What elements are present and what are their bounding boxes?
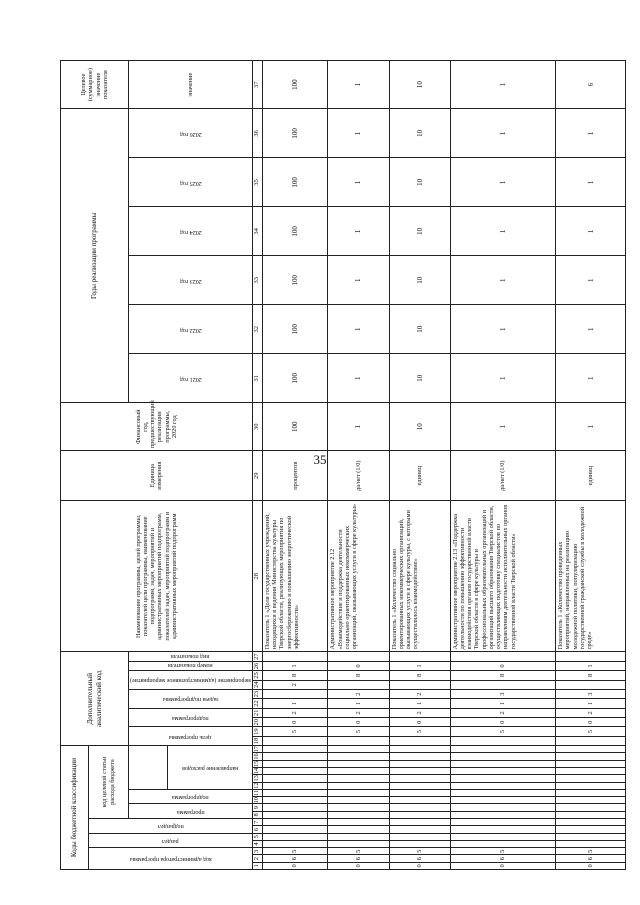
code-cell: 5 [389, 727, 450, 736]
code-cell [262, 797, 327, 804]
code-cell: 0 [262, 862, 327, 869]
code-cell [389, 736, 450, 745]
codes-group-header: Коды бюджетной классификации [61, 746, 89, 870]
code-cell: 5 [262, 848, 327, 855]
code-cell: 1 [328, 699, 389, 708]
code-cell [556, 753, 626, 760]
code-cell [262, 746, 327, 753]
code-cell: 2 [389, 689, 450, 698]
code-cell [328, 746, 389, 753]
code-cell: 0 [389, 862, 450, 869]
target-subprogram-header: подпрограмма [172, 794, 209, 801]
year-value-cell: 1 [556, 158, 626, 207]
code-cell [556, 789, 626, 796]
code-cell: 1 [389, 699, 450, 708]
year-value-cell: 10 [389, 109, 450, 158]
code-cell: 5 [450, 727, 556, 736]
year-value-cell: 1 [450, 305, 556, 354]
year-value-cell: 10 [389, 305, 450, 354]
year-value-cell: 1 [450, 207, 556, 256]
code-cell [262, 789, 327, 796]
year-value-cell: 1 [450, 354, 556, 403]
code-cell [389, 819, 450, 826]
code-cell [328, 782, 389, 789]
code-cell [262, 840, 327, 847]
code-cell [450, 760, 556, 767]
year-value-cell: 10 [389, 354, 450, 403]
code-cell: 2 [262, 708, 327, 717]
code-cell: 2 [328, 689, 389, 698]
code-cell [389, 746, 450, 753]
code-cell [262, 760, 327, 767]
table-row [450, 61, 556, 870]
code-cell [328, 804, 389, 811]
code-cell: 3 [450, 689, 556, 698]
code-cell [450, 753, 556, 760]
year-value-cell: 100 [262, 158, 327, 207]
code-cell [556, 826, 626, 833]
code-cell: 1 [262, 699, 327, 708]
code-cell: 0 [450, 718, 556, 727]
code-cell: 3 [556, 689, 626, 698]
code-cell: 8 [328, 671, 389, 680]
code-cell: 5 [262, 727, 327, 736]
table-row [389, 61, 450, 870]
extra-col-event: мероприятие (административное мероприятие) [130, 677, 251, 684]
code-cell [262, 811, 327, 818]
code-cell [389, 760, 450, 767]
section-header: раздел [162, 837, 179, 844]
indicator-name-cell: Показатель 1 «Количество социально ориентированных некоммерческих организаций, оказывающих услуги в сфере культуры, с которыми осуществлялось взаимодействие» [389, 501, 450, 652]
code-cell: 1 [262, 661, 327, 670]
code-cell: 0 [328, 862, 389, 869]
code-cell [556, 736, 626, 745]
year-2021-header: 2021 год [179, 375, 202, 382]
code-cell: 5 [328, 727, 389, 736]
code-cell [450, 789, 556, 796]
code-cell [389, 811, 450, 818]
code-cell: 2 [556, 708, 626, 717]
code-cell [389, 797, 450, 804]
code-cell [389, 652, 450, 661]
code-cell [328, 833, 389, 840]
code-cell [389, 789, 450, 796]
target-program-header: программа [176, 808, 205, 815]
target-value-cell: 10 [389, 61, 450, 109]
unit-cell: процентов [262, 451, 327, 501]
target-article-group-header: код целевой статьи расхода бюджета [89, 746, 129, 819]
code-cell: 1 [556, 661, 626, 670]
year-2023-header: 2023 год [179, 277, 202, 284]
code-cell [328, 736, 389, 745]
target-value-header: значение [129, 61, 253, 109]
code-cell: 1 [450, 699, 556, 708]
code-cell [556, 811, 626, 818]
indicator-name-cell: Показатель 1 «Количество проведенных мероприятий, направленных на реализацию молодежной политики, популяризацию государственной гражданской службы в молодежной среде» [556, 501, 626, 652]
code-cell: 2 [262, 680, 327, 689]
table-row [556, 61, 626, 870]
year-value-cell: 1 [450, 109, 556, 158]
column-numbers-row: 1 2 3 4 5 6 7 8 9 10 11 12 13 14 15 16 17 18 19 20 21 22 23 24 25 26 27 28 29 30 31 32 33 34 35 36 37 [252, 61, 262, 870]
code-cell [328, 840, 389, 847]
year-2025-header: 2025 год [179, 179, 202, 186]
code-cell [556, 840, 626, 847]
code-cell [556, 768, 626, 775]
code-cell [262, 833, 327, 840]
code-cell: 5 [389, 848, 450, 855]
code-cell: 2 [450, 708, 556, 717]
year-2022-header: 2022 год [179, 326, 202, 333]
code-cell [556, 819, 626, 826]
code-cell [450, 819, 556, 826]
code-cell [450, 746, 556, 753]
target-value-cell: 1 [450, 61, 556, 109]
year-value-cell: 1 [328, 207, 389, 256]
year-2026-header: 2026 год [179, 130, 202, 137]
target-value-cell: 6 [556, 61, 626, 109]
code-cell: 8 [556, 671, 626, 680]
year-value-cell: 10 [389, 207, 450, 256]
code-cell: 1 [389, 661, 450, 670]
code-cell [450, 652, 556, 661]
code-cell: 2 [389, 708, 450, 717]
code-cell [262, 736, 327, 745]
code-cell [389, 768, 450, 775]
code-cell [450, 797, 556, 804]
unit-cell: да/нет (1/0) [328, 451, 389, 501]
indicator-name-cell: Административное мероприятие 2.12 «Взаимодействие и поддержка деятельности социально ориентированных некоммерческих организаций, оказывающих услуги в сфере культуры» [328, 501, 389, 652]
base-year-value-cell: 1 [450, 403, 556, 451]
code-cell [389, 782, 450, 789]
extra-col-task: задача подпрограммы [162, 696, 219, 703]
rotated-table-wrapper [60, 60, 595, 870]
code-cell [556, 652, 626, 661]
code-cell [450, 736, 556, 745]
year-value-cell: 1 [556, 305, 626, 354]
year-value-cell: 1 [556, 109, 626, 158]
unit-column-header: Единица измерения [61, 451, 253, 501]
indicator-name-cell: Показатель 1 «Доля государственных учреждений, находящихся в ведении Министерства культуры Тверской области, реализующих мероприятия по энергосбережению и повышению энергетической эффективности» [262, 501, 327, 652]
target-value-cell: 100 [262, 61, 327, 109]
year-value-cell: 100 [262, 305, 327, 354]
year-value-cell: 1 [328, 256, 389, 305]
code-cell [450, 840, 556, 847]
code-cell [262, 753, 327, 760]
code-cell [556, 680, 626, 689]
year-value-cell: 1 [328, 354, 389, 403]
indicator-name-cell: Административное мероприятие 2.13 «Поддержка деятельности по повышению эффективности взаимодействия органов государственной власти Тверской области в сфере культуры и профессиональных образовательных организаций и организаций высшего образования Тверской области, осуществляющих подготовку специалистов по направлениям деятельности исполнительных органов государственной власти Тверской области» [450, 501, 556, 652]
code-cell: 0 [328, 661, 389, 670]
code-cell [389, 775, 450, 782]
code-cell [450, 804, 556, 811]
code-cell [450, 782, 556, 789]
code-cell [328, 652, 389, 661]
extra-col-subprogram: подпрограмма [172, 714, 209, 721]
admin-code-header: код администратора программы [129, 856, 212, 863]
code-cell [450, 826, 556, 833]
code-cell: 0 [556, 862, 626, 869]
extra-col-goal: цель программы [169, 733, 212, 740]
year-value-cell: 10 [389, 158, 450, 207]
code-cell [262, 782, 327, 789]
code-cell [556, 760, 626, 767]
code-cell: 6 [328, 855, 389, 862]
table-row [262, 61, 327, 870]
code-cell [450, 775, 556, 782]
unit-cell: единиц [389, 451, 450, 501]
code-cell [262, 826, 327, 833]
extra-code-group-header: Дополнительный аналитический код [61, 652, 129, 746]
code-cell [262, 804, 327, 811]
code-cell: 6 [556, 855, 626, 862]
base-year-value-cell: 1 [556, 403, 626, 451]
code-cell: 5 [328, 848, 389, 855]
code-cell [389, 753, 450, 760]
fin-year-column-header: Финансовый год, предшествующий реализации программы, 2020 год [61, 403, 253, 451]
code-cell: 5 [450, 848, 556, 855]
code-cell [389, 680, 450, 689]
names-column-header: Наименование программы, целей программы, показателей цели программы, наименование подпрограмм, задач, мероприятий и административных мероприятий подпрограмм, показателей задач, мероприятий подпрограмм и административных мероприятий подпрограмм [61, 501, 253, 652]
code-cell [328, 768, 389, 775]
extra-col-index-type: вид показателя [171, 652, 210, 659]
code-cell: 8 [262, 671, 327, 680]
code-cell [450, 833, 556, 840]
year-2024-header: 2024 год [179, 228, 202, 235]
code-cell: 0 [262, 718, 327, 727]
code-cell: 0 [450, 862, 556, 869]
code-cell [556, 782, 626, 789]
target-direction-header: направление расходов [181, 764, 239, 771]
code-cell [450, 680, 556, 689]
code-cell [328, 789, 389, 796]
code-cell [328, 826, 389, 833]
code-cell [389, 826, 450, 833]
code-cell [389, 840, 450, 847]
year-value-cell: 1 [556, 354, 626, 403]
base-year-value-cell: 1 [328, 403, 389, 451]
code-cell [328, 811, 389, 818]
code-cell: 0 [450, 661, 556, 670]
code-cell [556, 746, 626, 753]
code-cell: 6 [389, 855, 450, 862]
target-value-group-header: Целевое (суммарное) значение показателя [61, 61, 129, 109]
code-cell: 0 [556, 718, 626, 727]
unit-cell: да/нет (1/0) [450, 451, 556, 501]
code-cell [450, 768, 556, 775]
base-year-value-cell: 100 [262, 403, 327, 451]
year-value-cell: 100 [262, 207, 327, 256]
code-cell [450, 811, 556, 818]
year-value-cell: 100 [262, 256, 327, 305]
code-cell [389, 833, 450, 840]
code-cell [262, 768, 327, 775]
table-body [262, 61, 625, 870]
code-cell: 5 [556, 848, 626, 855]
year-value-cell: 1 [328, 158, 389, 207]
year-value-cell: 1 [450, 158, 556, 207]
code-cell [328, 819, 389, 826]
code-cell [262, 775, 327, 782]
year-value-cell: 100 [262, 109, 327, 158]
code-cell [328, 797, 389, 804]
code-cell [262, 819, 327, 826]
target-value-cell: 1 [328, 61, 389, 109]
code-cell: 5 [556, 727, 626, 736]
code-cell [262, 689, 327, 698]
code-cell [556, 797, 626, 804]
year-value-cell: 1 [328, 109, 389, 158]
year-value-cell: 10 [389, 256, 450, 305]
code-cell: 0 [389, 718, 450, 727]
code-cell [556, 775, 626, 782]
base-year-value-cell: 10 [389, 403, 450, 451]
year-value-cell: 1 [450, 256, 556, 305]
year-value-cell: 1 [328, 305, 389, 354]
code-cell: 8 [389, 671, 450, 680]
year-value-cell: 1 [556, 256, 626, 305]
years-group-header: Годы реализации программы [61, 109, 129, 403]
code-cell: 1 [556, 699, 626, 708]
table-row [328, 61, 389, 870]
program-indicators-table [60, 60, 626, 870]
code-cell [328, 775, 389, 782]
code-cell: 6 [450, 855, 556, 862]
year-value-cell: 100 [262, 354, 327, 403]
code-cell [556, 804, 626, 811]
year-value-cell: 1 [556, 207, 626, 256]
code-cell [556, 833, 626, 840]
code-cell [328, 753, 389, 760]
code-cell [389, 804, 450, 811]
code-cell: 6 [262, 855, 327, 862]
code-cell: 8 [450, 671, 556, 680]
code-cell: 2 [328, 708, 389, 717]
code-cell [328, 760, 389, 767]
subsection-header: подраздел [157, 823, 184, 830]
extra-col-index-number: номер показателя [168, 662, 213, 669]
page-number: 35 [313, 452, 327, 467]
code-cell: 0 [328, 718, 389, 727]
code-cell [328, 680, 389, 689]
code-cell [262, 652, 327, 661]
unit-cell: единиц [556, 451, 626, 501]
